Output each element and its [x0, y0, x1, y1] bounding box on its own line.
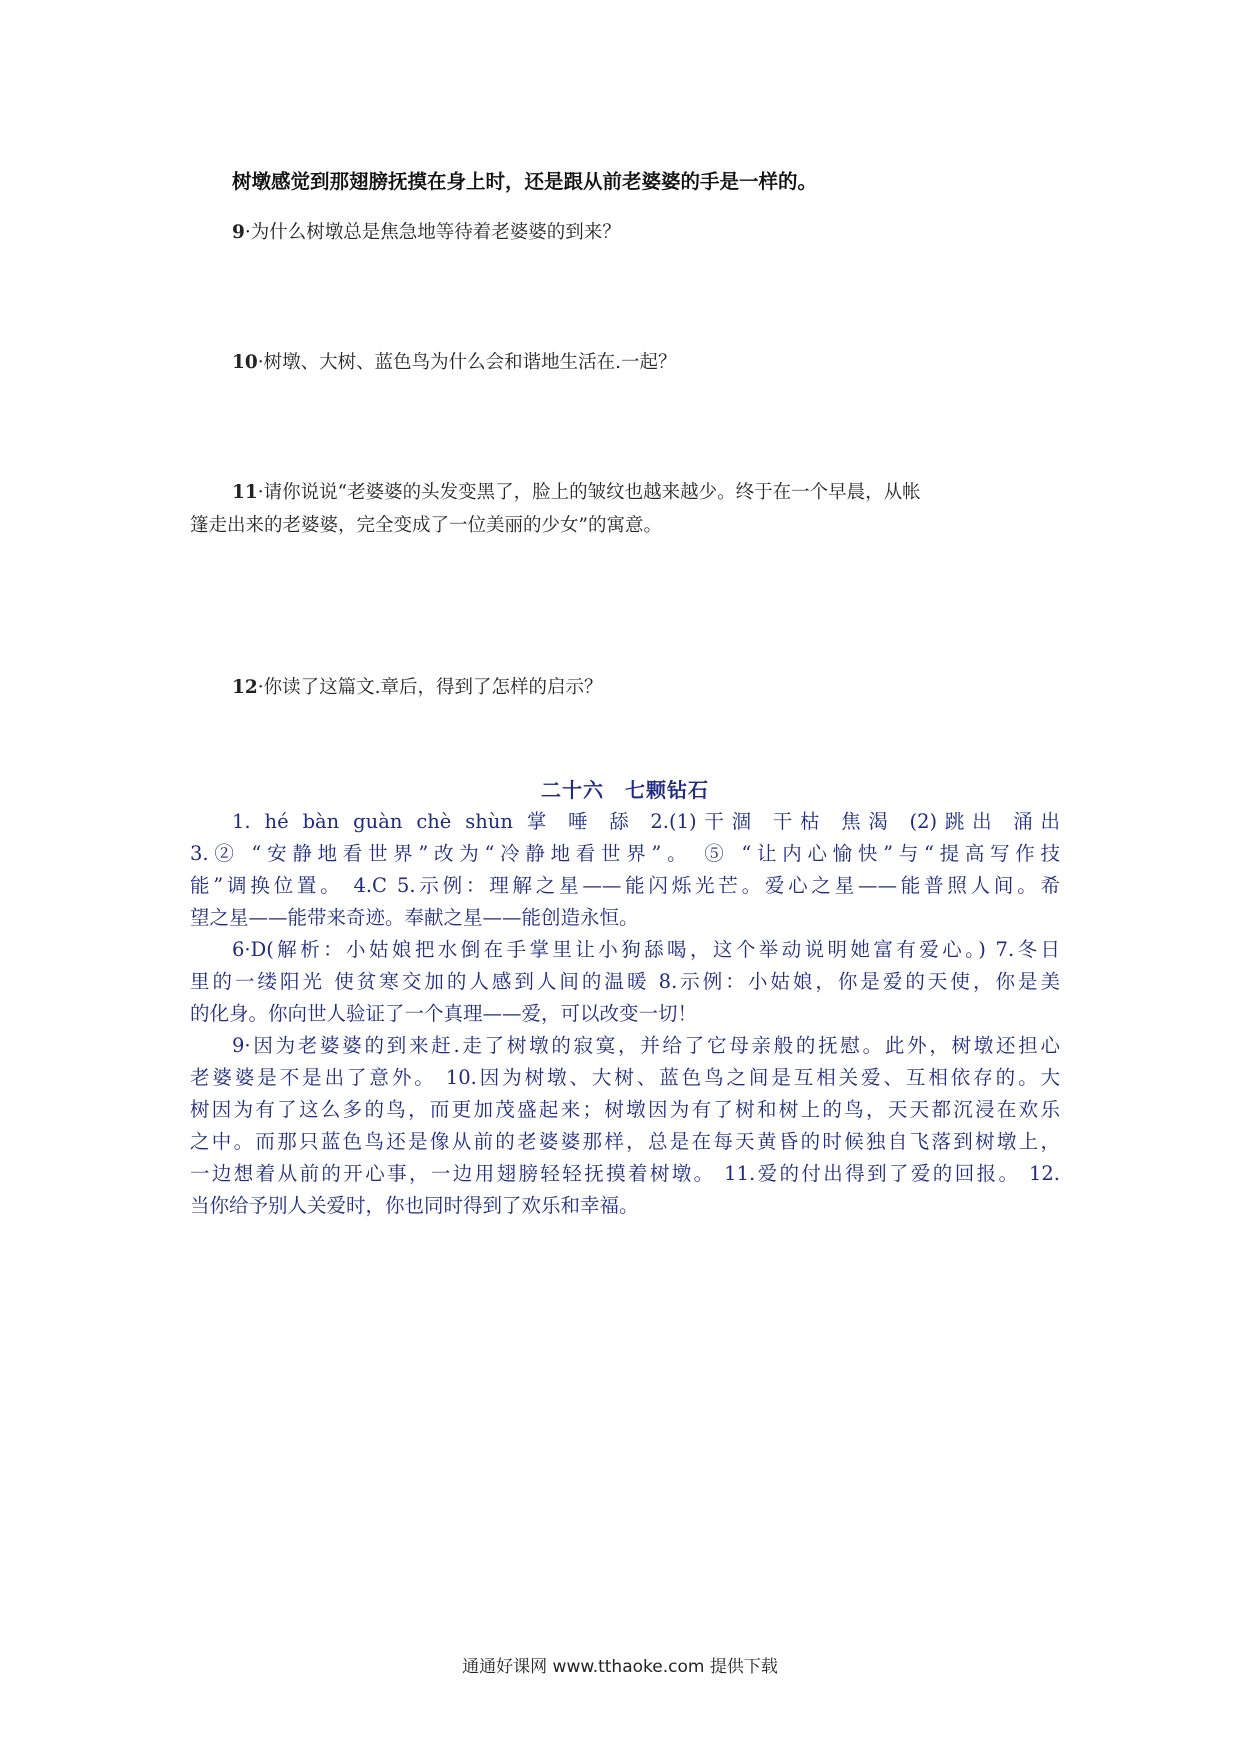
passage-ending: 树墩感觉到那翅膀抚摸在身上时，还是跟从前老婆婆的手是一样的。: [232, 170, 818, 193]
question-number: 9: [232, 222, 245, 243]
answer-line: 一边想着从前的开心事，一边用翅膀轻轻抚摸着树墩。 11.爱的付出得到了爱的回报。 12.: [190, 1162, 1060, 1185]
answer-line: 能”调换位置。 4.C 5.示例：理解之星——能闪烁光芒。爱心之星——能普照人间。希: [190, 874, 1060, 897]
page-footer: 通通好课网 www.tthaoke.com 提供下载: [462, 1657, 778, 1677]
question-text: ·为什么树墩总是焦急地等待着老婆婆的到来？: [244, 222, 621, 243]
question-text: ·请你说说“老婆婆的头发变黑了，脸上的皱纹也越来越少。终于在一个早晨，从帐: [257, 482, 921, 503]
answer-line: 望之星——能带来奇迹。奉献之星——能创造永恒。: [190, 906, 639, 929]
question-number: 10: [232, 352, 258, 373]
question-number: 11: [232, 482, 258, 503]
answer-section-title: 二十六 七颗钻石: [541, 778, 709, 802]
answer-line: 之中。而那只蓝色鸟还是像从前的老婆婆那样，总是在每天黄昏的时候独自飞落到树墩上，: [190, 1130, 1060, 1153]
question-11-continuation: 篷走出来的老婆婆，完全变成了一位美丽的少女”的寓意。: [190, 515, 662, 536]
answer-line: 3.② “安静地看世界”改为“冷静地看世界”。 ⑤ “让内心愉快”与“提高写作技: [190, 842, 1060, 865]
answer-line: 6·D(解析：小姑娘把水倒在手掌里让小狗舔喝，这个举动说明她富有爱心。) 7.冬日: [232, 938, 1060, 961]
question-text: ·你读了这篇文.章后，得到了怎样的启示？: [257, 677, 603, 698]
question-9: [232, 216, 1060, 249]
question-10: [232, 346, 1060, 379]
answer-line: 里的一缕阳光 使贫寒交加的人感到人间的温暖 8.示例：小姑娘，你是爱的天使，你是美: [190, 970, 1060, 993]
answer-line: 树因为有了这么多的鸟，而更加茂盛起来；树墩因为有了树和树上的鸟，天天都沉浸在欢乐: [190, 1098, 1060, 1121]
question-12: [232, 671, 1060, 704]
question-number: 12: [232, 677, 258, 698]
answer-line: 当你给予别人关爱时，你也同时得到了欢乐和幸福。: [190, 1194, 639, 1217]
answer-line: 的化身。你向世人验证了一个真理——爱，可以改变一切！: [190, 1002, 698, 1025]
answer-line: 9·因为老婆婆的到来赶.走了树墩的寂寞，并给了它母亲般的抚慰。此外，树墩还担心: [232, 1034, 1060, 1057]
answer-line: 1. hé bàn guàn chè shùn 掌 唾 舔 2.(1)干涸 干枯 焦渴 (2)跳出 涌出: [232, 810, 1060, 833]
question-11: [232, 476, 1060, 509]
question-text: ·树墩、大树、蓝色鸟为什么会和谐地生活在.一起？: [257, 352, 677, 373]
answer-line: 老婆婆是不是出了意外。 10.因为树墩、大树、蓝色鸟之间是互相关爱、互相依存的。大: [190, 1066, 1060, 1089]
